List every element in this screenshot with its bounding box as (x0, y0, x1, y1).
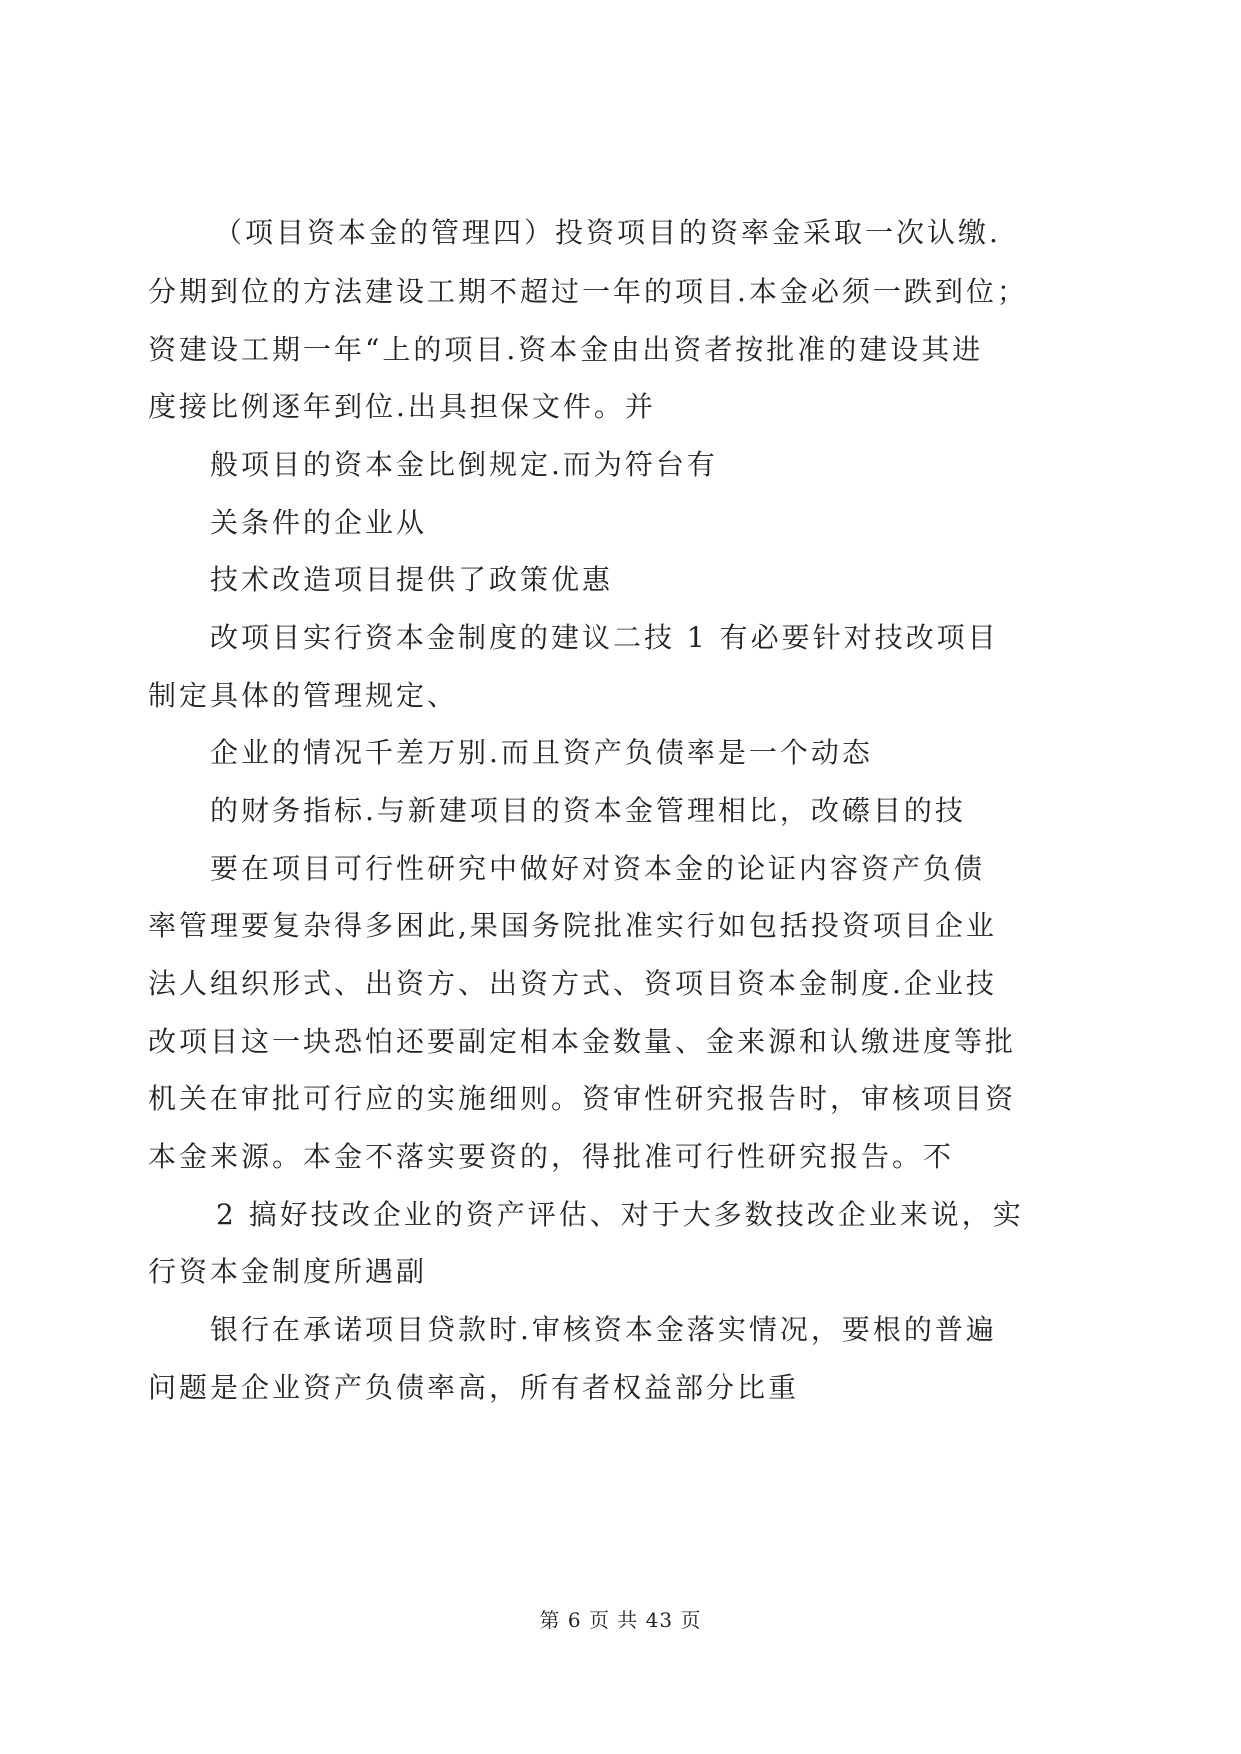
text-line: 的财务指标.与新建项目的资本金管理相比，改礤目的技 (210, 794, 966, 827)
text-line: 银行在承诺项目贷款时.审核资本金落实情况，要根的普遍 (210, 1313, 997, 1346)
page-footer: 第 6 页 共 43 页 (539, 1608, 702, 1632)
text-line: 制定具体的管理规定、 (148, 679, 459, 712)
text-line: 问题是企业资产负债率高，所有者权益部分比重 (148, 1371, 800, 1404)
text-line: 法人组织形式、出资方、出资方式、资项目资本金制度.企业技 (148, 967, 997, 1000)
text-line: 改项目这一块恐怕还要副定相本金数量、金来源和认缴进度等批 (148, 1025, 1017, 1058)
text-line: 技术改造项目提供了政策优惠 (210, 563, 614, 596)
text-line: 2 搞好技改企业的资产评估、对于大多数技改企业来说，实 (216, 1198, 1024, 1231)
text-line: 机关在审批可行应的实施细则。资审性研究报告时，审核项目资 (148, 1082, 1017, 1115)
text-line: 本金来源。本金不落实要资的，得批准可行性研究报告。不 (148, 1140, 955, 1173)
text-line: 关条件的企业从 (210, 506, 428, 539)
text-line: 资建设工期一年“上的项目.资本金由出资者按批准的建设其进 (148, 333, 984, 366)
text-line: 分期到位的方法建设工期不超过一年的项目.本金必须一跌到位； (148, 275, 1028, 308)
text-line: 度接比例逐年到位.出具担保文件。并 (148, 390, 656, 423)
text-line: 般项目的资本金比倒规定.而为符台有 (210, 448, 718, 481)
text-line: 要在项目可行性研究中做好对资本金的论证内容资产负债 (210, 852, 986, 885)
text-line: 行资本金制度所遇副 (148, 1255, 428, 1288)
text-line: （项目资本金的管理四）投资项目的资率金采取一次认缴. (214, 216, 1001, 249)
text-line: 改项目实行资本金制度的建议二技 1 有必要针对技改项目 (210, 621, 999, 654)
text-line: 率管理要复杂得多困此,果国务院批准实行如包括投资项目企业 (148, 909, 997, 942)
text-line: 企业的情况千差万别.而且资产负债率是一个动态 (210, 736, 873, 769)
